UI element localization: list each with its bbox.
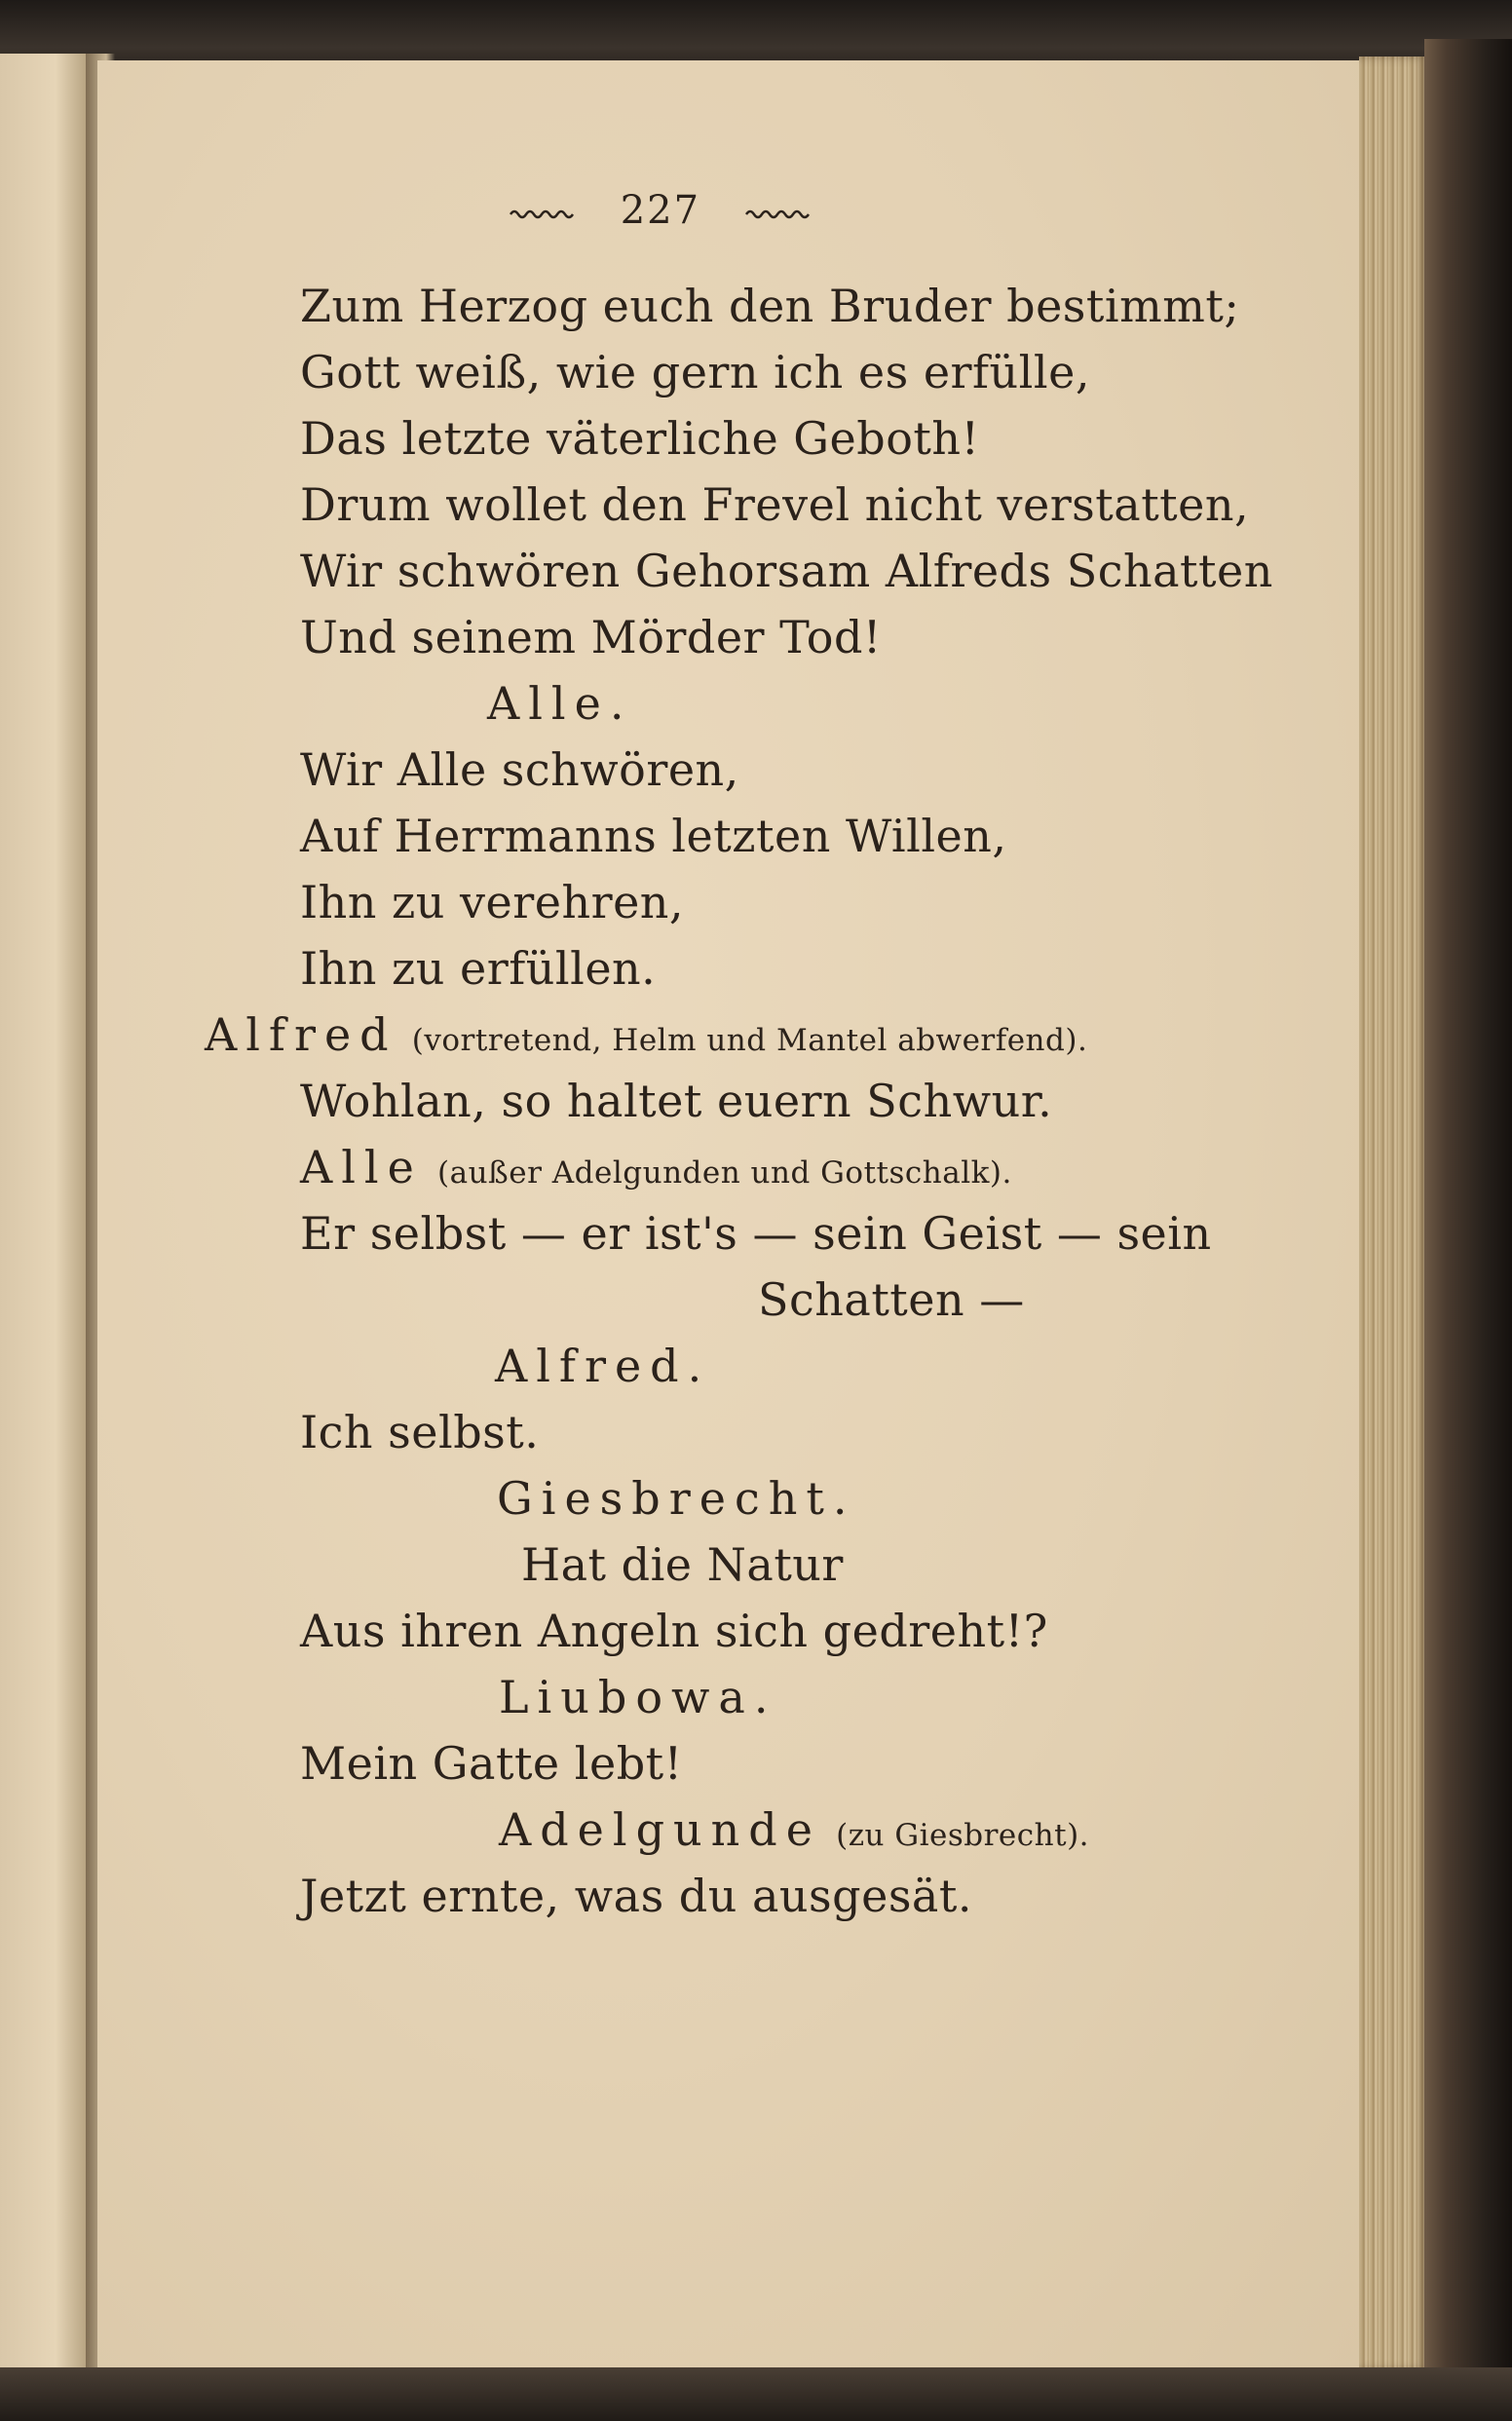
verse-line-continuation: Schatten —: [758, 1273, 1025, 1326]
verse-line: Wohlan, so haltet euern Schwur.: [300, 1075, 1053, 1127]
page-header: [509, 183, 813, 238]
speaker-name: Alfred.: [495, 1340, 711, 1392]
speaker-name: Alfred: [205, 1008, 397, 1061]
speaker-name: Alle.: [487, 677, 633, 730]
verse-line: Aus ihren Angeln sich gedreht!?: [300, 1605, 1048, 1657]
speaker-name: Giesbrecht.: [497, 1472, 856, 1525]
verse-line: Ihn zu verehren,: [300, 876, 685, 928]
verse-line: Drum wollet den Frevel nicht verstatten,: [300, 478, 1250, 531]
verse-line: Er selbst — er ist's — sein Geist — sein: [300, 1207, 1212, 1260]
speaker-name: Adelgunde: [499, 1803, 821, 1856]
speaker-name: Liubowa.: [499, 1671, 777, 1723]
speaker-line: [300, 1140, 1012, 1200]
stage-direction: (vortretend, Helm und Mantel abwerfend).: [411, 1023, 1088, 1058]
speaker-line: [499, 1802, 1089, 1863]
right-ornament-icon: [744, 207, 813, 220]
speaker-line: [205, 1007, 1087, 1068]
stage-direction: (zu Giesbrecht).: [836, 1818, 1090, 1853]
verse-line: Auf Herrmanns letzten Willen,: [300, 810, 1007, 862]
verse-line: Hat die Natur: [521, 1538, 844, 1591]
verse-line: Das letzte väterliche Geboth!: [300, 412, 980, 465]
verse-line: Ihn zu erfüllen.: [300, 942, 657, 995]
verse-line: Mein Gatte lebt!: [300, 1737, 683, 1790]
stage-direction: (außer Adelgunden und Gottschalk).: [437, 1155, 1012, 1191]
verse-line: Ich selbst.: [300, 1406, 540, 1458]
verse-line: Gott weiß, wie gern ich es erfülle,: [300, 346, 1090, 398]
verse-line: Wir Alle schwören,: [300, 743, 739, 796]
speaker-name: Alle: [300, 1141, 423, 1193]
verse-line: Und seinem Mörder Tod!: [300, 611, 882, 663]
verse-line: Wir schwören Gehorsam Alfreds Schatten: [300, 545, 1273, 597]
verse-line: Jetzt ernte, was du ausgesät.: [300, 1870, 972, 1922]
left-ornament-icon: [509, 207, 577, 220]
verse-line: Zum Herzog euch den Bruder bestimmt;: [300, 280, 1240, 332]
page-number: 227: [620, 188, 701, 233]
